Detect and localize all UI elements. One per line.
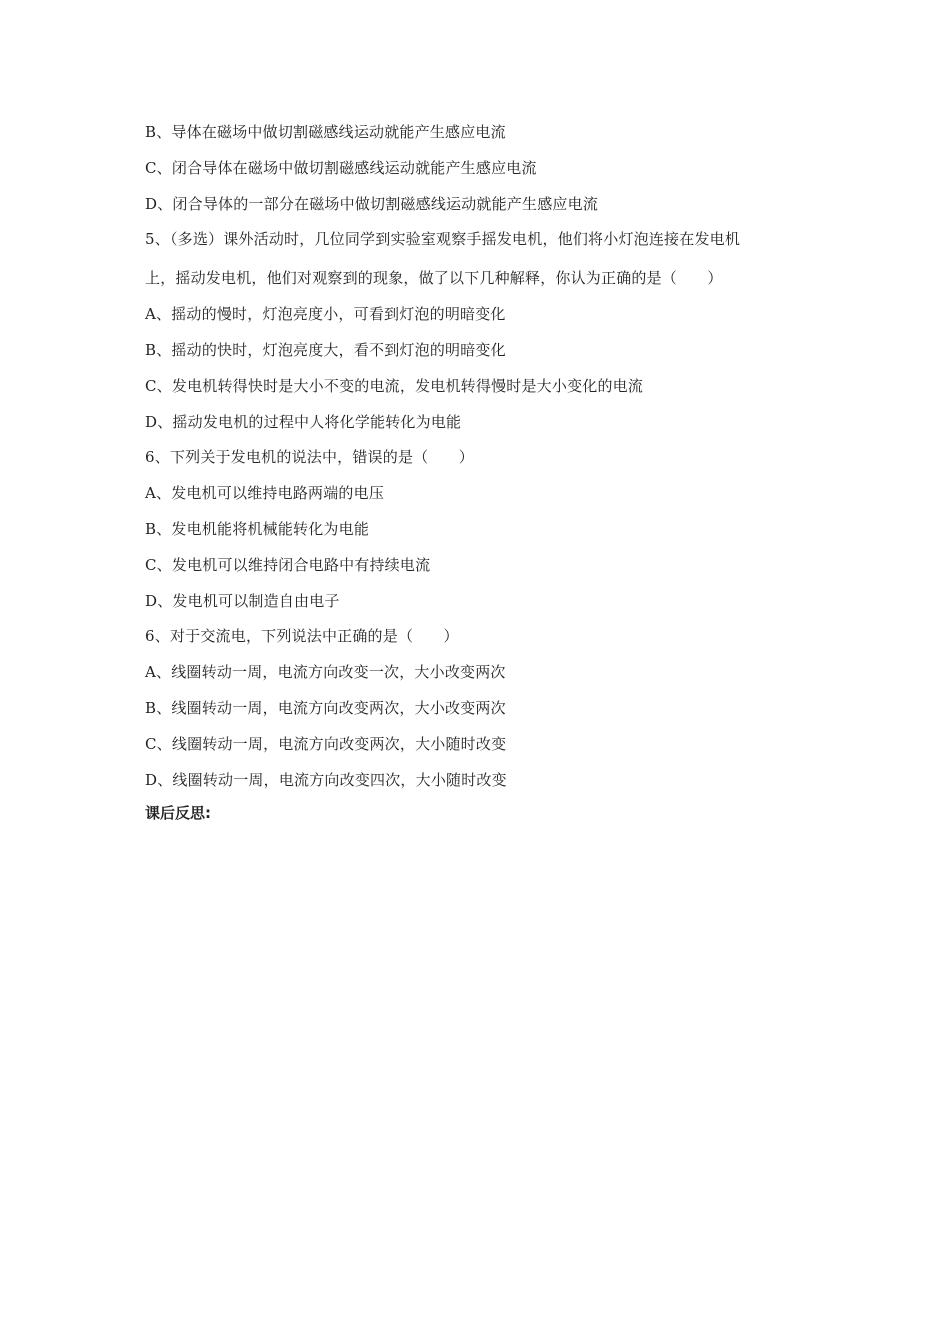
- option-a-q5: A、摇动的慢时，灯泡亮度小，可看到灯泡的明暗变化: [145, 305, 506, 324]
- option-c-q7: C、线圈转动一周，电流方向改变两次，大小随时改变: [145, 734, 507, 753]
- option-c-q5: C、发电机转得快时是大小不变的电流，发电机转得慢时是大小变化的电流: [145, 376, 644, 395]
- question-5-stem-line1: 5、（多选）课外活动时，几位同学到实验室观察手摇发电机，他们将小灯泡连接在发电机: [145, 230, 741, 249]
- option-d-q4: D、闭合导体的一部分在磁场中做切割磁感线运动就能产生感应电流: [145, 194, 599, 213]
- option-d-q6: D、发电机可以制造自由电子: [145, 591, 340, 610]
- question-6-stem: 6、下列关于发电机的说法中，错误的是（ ）: [145, 448, 474, 467]
- option-d-q7: D、线圈转动一周，电流方向改变四次，大小随时改变: [145, 770, 507, 789]
- option-b-q6: B、发电机能将机械能转化为电能: [145, 519, 370, 538]
- option-b-q5: B、摇动的快时，灯泡亮度大，看不到灯泡的明暗变化: [145, 340, 506, 359]
- option-c-q4: C、闭合导体在磁场中做切割磁感线运动就能产生感应电流: [145, 158, 537, 177]
- question-5-stem-line2: 上，摇动发电机，他们对观察到的现象，做了以下几种解释，你认为正确的是（ ）: [145, 269, 723, 288]
- option-b-q7: B、线圈转动一周，电流方向改变两次，大小改变两次: [145, 698, 506, 717]
- question-7-stem: 6、对于交流电，下列说法中正确的是（ ）: [145, 627, 459, 646]
- option-b-q4: B、导体在磁场中做切割磁感线运动就能产生感应电流: [145, 123, 506, 141]
- question-content: [145, 122, 825, 823]
- option-d-q5: D、摇动发电机的过程中人将化学能转化为电能: [145, 412, 462, 431]
- option-a-q7: A、线圈转动一周，电流方向改变一次，大小改变两次: [145, 663, 506, 682]
- option-a-q6: A、发电机可以维持电路两端的电压: [145, 484, 385, 503]
- reflection-heading: 课后反思:: [145, 804, 211, 823]
- option-c-q6: C、发电机可以维持闭合电路中有持续电流: [145, 555, 431, 574]
